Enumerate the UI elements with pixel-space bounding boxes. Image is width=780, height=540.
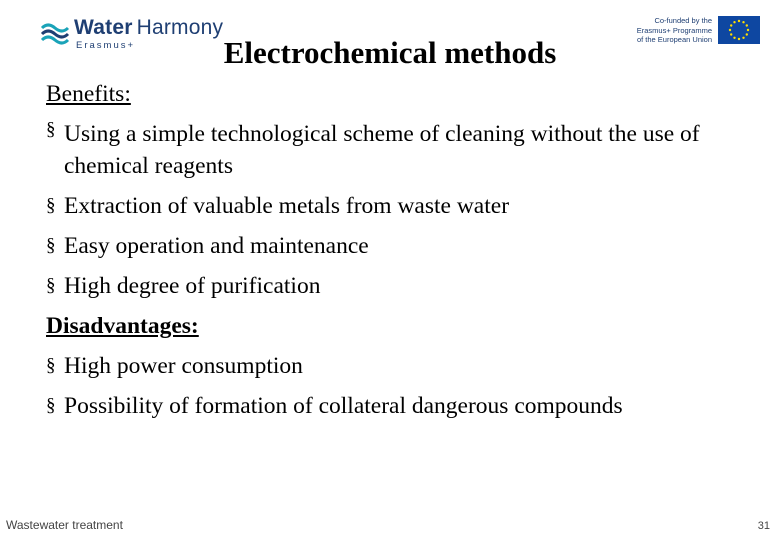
bullet-icon: § <box>46 275 56 296</box>
list-item: § Easy operation and maintenance <box>46 226 761 266</box>
eu-star <box>746 24 748 26</box>
slide-content <box>46 74 761 426</box>
eu-star <box>733 21 735 23</box>
eu-star <box>729 29 731 31</box>
bullet-icon: § <box>46 395 56 416</box>
list-item: § High degree of purification <box>46 266 761 306</box>
benefits-heading: Benefits: <box>46 81 131 107</box>
disadvantages-list <box>46 346 761 426</box>
eu-star <box>747 29 749 31</box>
footer-caption: Wastewater treatment <box>6 518 123 532</box>
disadvantages-heading: Disadvantages: <box>46 313 199 339</box>
list-item: § Extraction of valuable metals from waste water <box>46 186 761 226</box>
slide-title: Electrochemical methods <box>223 35 557 70</box>
eu-star <box>742 21 744 23</box>
bullet-icon: § <box>46 235 56 256</box>
bullet-icon: § <box>46 195 56 216</box>
bullet-icon: § <box>46 119 56 140</box>
list-item: § High power consumption <box>46 346 761 386</box>
bullet-icon: § <box>46 355 56 376</box>
logo-wordmark: Water Harmony <box>74 16 224 39</box>
eu-star <box>730 24 732 26</box>
eu-cofunded-text: Co-funded by the Erasmus+ Programme of the European Union <box>636 16 712 44</box>
list-item: § Possibility of formation of collateral dangerous compounds <box>46 386 761 426</box>
eu-star <box>738 20 740 22</box>
logo-subtitle: Erasmus+ <box>76 40 136 51</box>
benefits-list <box>46 114 761 306</box>
page-number: 31 <box>757 520 770 532</box>
list-item: § Using a simple technological scheme of cleaning without the use of chemical reagents <box>46 114 761 186</box>
